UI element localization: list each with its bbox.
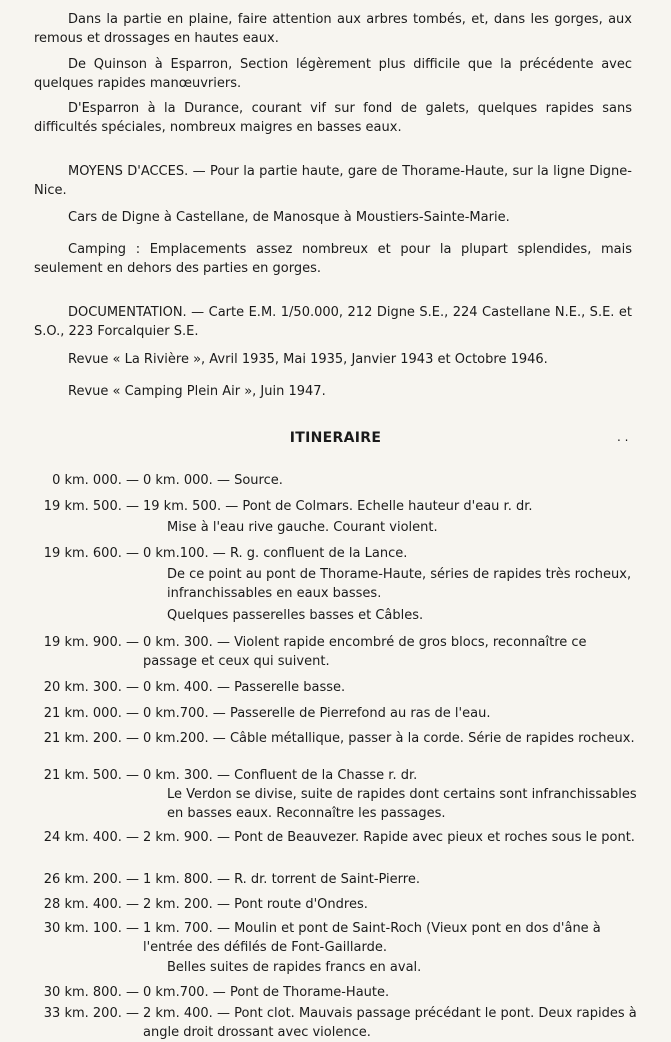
itinerary-continuation: Mise à l'eau rive gauche. Courant violent.	[167, 520, 438, 535]
itinerary-title: ITINERAIRE	[289, 430, 382, 446]
documentation-paragraph: DOCUMENTATION. — Carte E.M. 1/50.000, 212 Digne S.E., 224 Castellane N.E., S.E. et S.O., 223 Forcalquier S.E.	[34, 305, 632, 339]
intro-paragraph-3: D'Esparron à la Durance, courant vif sur fond de galets, quelques rapides sans difficultés spéciales, nombreux maigres en basses eaux.	[34, 101, 632, 135]
intro-paragraph-2: De Quinson à Esparron, Section légèrement plus difficile que la précédente avec quelques rapides manœuvriers.	[34, 57, 632, 91]
itinerary-continuation: Quelques passerelles basses et Câbles.	[167, 608, 424, 623]
itinerary-continuation: De ce point au pont de Thorame-Haute, séries de rapides très rocheux, infranchissables en eaux basses.	[167, 567, 632, 601]
camping-paragraph: Camping : Emplacements assez nombreux et pour la plupart splendides, mais seulement en dehors des parties en gorges.	[34, 242, 632, 276]
revue-riviere-paragraph: Revue « La Rivière », Avril 1935, Mai 1935, Janvier 1943 et Octobre 1946.	[68, 352, 548, 367]
cars-paragraph: Cars de Digne à Castellane, de Manosque à Moustiers-Sainte-Marie.	[68, 210, 510, 225]
intro-paragraph-1: Dans la partie en plaine, faire attention aux arbres tombés, et, dans les gorges, aux remous et drossages en hautes eaux.	[34, 12, 632, 46]
revue-camping-paragraph: Revue « Camping Plein Air », Juin 1947.	[68, 384, 326, 399]
decorative-dots: . .	[617, 430, 629, 444]
itinerary-continuation: Le Verdon se divise, suite de rapides dont certains sont infranchissables en basses eaux. Reconnaître les passages.	[167, 787, 637, 821]
itinerary-continuation: Belles suites de rapides francs en aval.	[167, 960, 422, 975]
access-paragraph: MOYENS D'ACCES. — Pour la partie haute, gare de Thorame-Haute, sur la ligne Digne-Nice.	[34, 164, 632, 198]
document-page: Dans la partie en plaine, faire attention aux arbres tombés, et, dans les gorges, aux remous et drossages en hautes eaux. De Quinson à Esparron, Section légèrement plus difficile que la précédente avec quelques rapides manœuvriers. D'Esparron à la Durance, courant vif sur fond de galets, quelques rapides sans difficultés spéciales, nombreux maigres en basses eaux. MOYENS D'ACCES. — Pour la partie haute, gare de Thorame-Haute, sur la ligne Digne-Nice. Cars de Digne à Castellane, de Manosque à Moustiers-Sainte-Marie. Camping : Emplacements assez nombreux et pour la plupart splendides, mais seulement en dehors des parties en gorges. DOCUMENTATION. — Carte E.M. 1/50.000, 212 Digne S.E., 224 Castellane N.E., S.E. et S.O., 223 Forcalquier S.E. Revue « La Rivière », Avril 1935, Mai 1935, Janvier 1943 et Octobre 1946. Revue « Camping Plein Air », Juin 1947. ITINERAIRE . . 0 km. 000. — 0 km. 000. — Source. 19 km. 500. — 19 km. 500. — Pont de Colmars. Echelle hauteur d'eau r. dr. Mise à l'eau rive gauche. Courant violent. 19 km. 600. — 0 km.100. — R. g. confluent de la Lance. De ce point au pont de Thorame-Haute, séries de rapides très rocheux, infranchissables en eaux basses. Quelques passerelles basses et Câbles. 19 km. 900. — 0 km. 300. — Violent rapide encombré de gros blocs, reconnaître ce passage et ceux qui suivent. 20 km. 300. — 0 km. 400. — Passerelle basse. 21 km. 000. — 0 km.700. — Passerelle de Pierrefond au ras de l'eau. 21 km. 200. — 0 km.200. — Câble métallique, passer à la corde. Série de rapides rocheux. 21 km. 500. — 0 km. 300. — Confluent de la Chasse r. dr. Le Verdon se divise, suite de rapides dont certains sont infranchissables en basses eaux. Reconnaître les passages. 24 km. 400. — 2 km. 900. — Pont de Beauvezer. Rapide avec pieux et roches sous le pont. 26 km. 200. — 1 km. 800. — R. dr. torrent de Saint-Pierre. 28 km. 400. — 2 km. 200. — Pont route d'Ondres. 30 km. 100. — 1 km. 700. — Moulin et pont de Saint-Roch (Vieux pont en dos d'âne à l'entrée des défilés de Font-Gaillarde. Belles suites de rapides francs en aval. 30 km. 800. — 0 km.700. — Pont de Thorame-Haute. 33 km. 200. — 2 km. 400. — Pont clot. Mauvais passage précédant le pont. Deux rapides à angle droit drossant avec violence.	[0, 0, 671, 1038]
